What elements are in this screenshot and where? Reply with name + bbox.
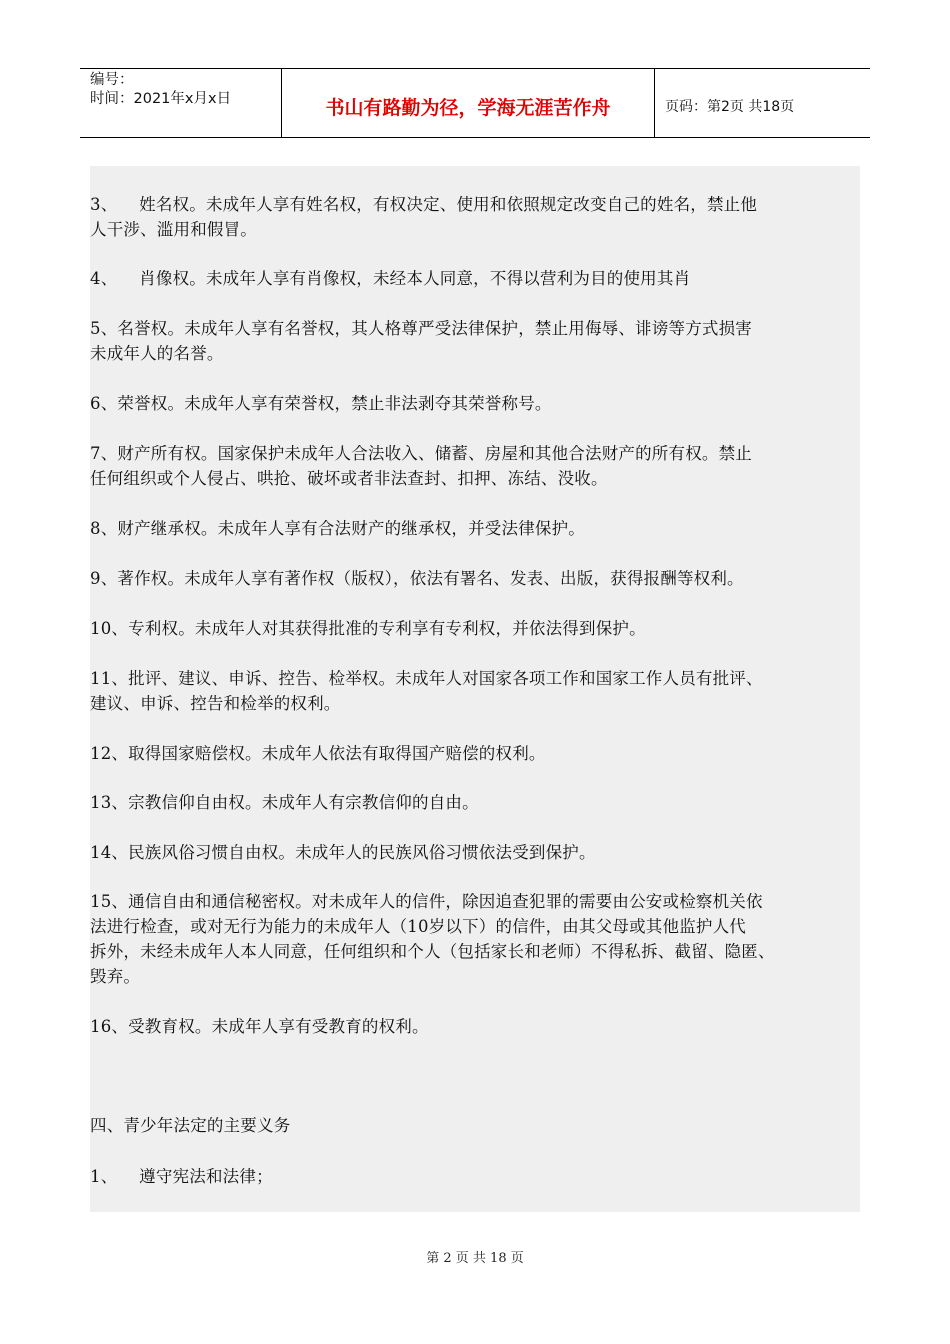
header-motto: 书山有路勤为径，学海无涯苦作舟 (282, 69, 655, 137)
section-heading: 四、青少年法定的主要义务 (90, 1116, 291, 1135)
paragraph-3: 3、 姓名权。未成年人享有姓名权，有权决定、使用和依照规定改变自己的姓名，禁止他 人干涉、滥用和假冒。 (90, 195, 758, 239)
paragraph-5: 5、名誉权。未成年人享有名誉权，其人格尊严受法律保护，禁止用侮辱、诽谤等方式损害 未成年人的名誉。 (90, 319, 752, 363)
paragraph-13: 13、宗教信仰自由权。未成年人有宗教信仰的自由。 (90, 793, 479, 812)
paragraph-11: 11、批评、建议、申诉、控告、检举权。未成年人对国家各项工作和国家工作人员有批评、 建议、申诉、控告和检举的权利。 (90, 669, 763, 713)
page-footer: 第 2 页 共 18 页 (426, 1251, 524, 1266)
number-label: 编号： (90, 72, 134, 88)
paragraph-14: 14、民族风俗习惯自由权。未成年人的民族风俗习惯依法受到保护。 (90, 843, 596, 862)
obligation-1: 1、 遵守宪法和法律； (90, 1167, 273, 1186)
header-left-cell (80, 69, 282, 137)
paragraph-4: 4、 肖像权。未成年人享有肖像权，未经本人同意，不得以营利为目的使用其肖 (90, 269, 691, 288)
paragraph-6: 6、荣誉权。未成年人享有荣誉权，禁止非法剥夺其荣誉称号。 (90, 394, 552, 413)
paragraph-16: 16、受教育权。未成年人享有受教育的权利。 (90, 1017, 429, 1036)
paragraph-8: 8、财产继承权。未成年人享有合法财产的继承权，并受法律保护。 (90, 519, 585, 538)
paragraph-7: 7、财产所有权。国家保护未成年人合法收入、储蓄、房屋和其他合法财产的所有权。禁止 任何组织或个人侵占、哄抢、破坏或者非法查封、扣押、冻结、没收。 (90, 444, 752, 488)
document-body (90, 166, 860, 1212)
paragraph-12: 12、取得国家赔偿权。未成年人依法有取得国产赔偿的权利。 (90, 744, 546, 763)
paragraph-9: 9、著作权。未成年人享有著作权（版权），依法有署名、发表、出版，获得报酬等权利。 (90, 569, 744, 588)
header-page-info: 页码：第2页 共18页 (665, 99, 795, 115)
time-label: 时间：2021年x月x日 (90, 91, 232, 107)
paragraph-10: 10、专利权。未成年人对其获得批准的专利享有专利权，并依法得到保护。 (90, 619, 646, 638)
paragraph-15: 15、通信自由和通信秘密权。对未成年人的信件，除因追查犯罪的需要由公安或检察机关依 法进行检查，或对无行为能力的未成年人（10岁以下）的信件，由其父母或其他监护人代 拆外，未经未成年人本人同意，任何组织和个人（包括家长和老师）不得私拆、截留、隐匿、 毁弃。 (90, 892, 775, 986)
page-header (80, 68, 870, 138)
